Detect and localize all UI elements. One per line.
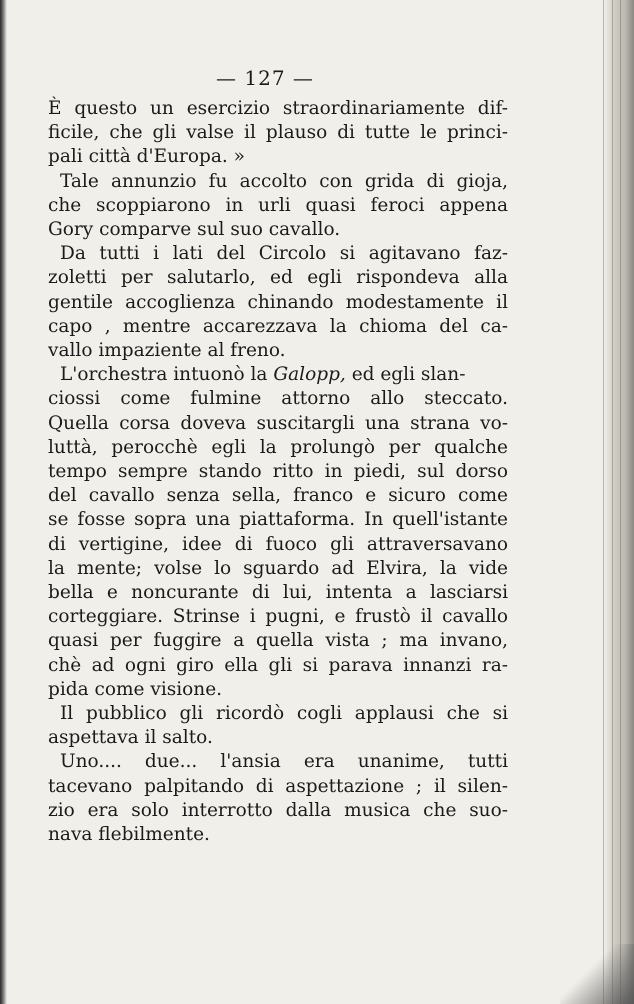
text-segment: ed egli slan- [351,364,466,386]
text-line: che scoppiarono in urli quasi feroci appena [48,194,508,216]
text-line: Uno.... due... l'ansia era unanime, tutti [60,751,508,773]
corner-shadow [560,944,634,1004]
text-line: gentile accoglienza chinando modestamente il [48,291,508,313]
text-line: nava flebilmente. [48,824,210,846]
left-binding-edge [0,0,7,1004]
body-text [48,97,508,847]
text-line: di vertigine, idee di fuoco gli attraversavano [48,533,508,555]
text-line: quasi per fuggire a quella vista ; ma invano, [48,630,508,652]
text-line: bella e noncurante di lui, intenta a lasciarsi [48,582,508,604]
text-line: chè ad ogni giro ella gli si parava innanzi ra- [48,654,508,676]
text-line: corteggiare. Strinse i pugni, e frustò il cavallo [48,606,508,628]
text-line: la mente; volse lo sguardo ad Elvira, la vide [48,557,508,579]
text-line: Tale annunzio fu accolto con grida di gioja, [60,170,508,192]
text-line: ciossi come fulmine attorno allo steccato. [48,388,508,410]
text-line: Quella corsa doveva suscitargli una strana vo- [48,412,508,434]
text-line: vallo impaziente al freno. [48,340,286,362]
text-line: aspettava il salto. [48,727,213,749]
text-line: tempo sempre stando ritto in piedi, sul dorso [48,461,508,483]
italic-word: Galopp, [273,364,346,386]
text-line: capo , mentre accarezzava la chioma del ca- [48,315,508,337]
text-line: tacevano palpitando di aspettazione ; il silen- [48,775,508,797]
text-segment: L'orchestra intuonò la [60,364,268,386]
text-line: del cavallo senza sella, franco e sicuro come [48,485,508,507]
text-line: Gory comparve sul suo cavallo. [48,219,341,241]
text-line: pida come visione. [48,678,223,700]
text-line: È questo un esercizio straordinariamente dif- [48,98,508,119]
text-line: pali città d'Europa. » [48,146,245,168]
text-line: se fosse sopra una piattaforma. In quell'istante [48,509,508,531]
text-line: Da tutti i lati del Circolo si agitavano faz- [60,243,508,265]
text-line: ficile, che gli valse il plauso di tutte le princi- [48,122,508,144]
page-stack-edge [603,0,634,1004]
text-line: zoletti per salutarlo, ed egli rispondeva alla [48,267,508,289]
text-line: zio era solo interrotto dalla musica che suo- [48,799,508,821]
text-line: luttà, perocchè egli la prolungò per qualche [48,436,508,458]
text-line-galopp [48,363,508,387]
page-number: — 127 — [216,66,314,90]
text-line: Il pubblico gli ricordò cogli applausi che si [60,703,508,725]
